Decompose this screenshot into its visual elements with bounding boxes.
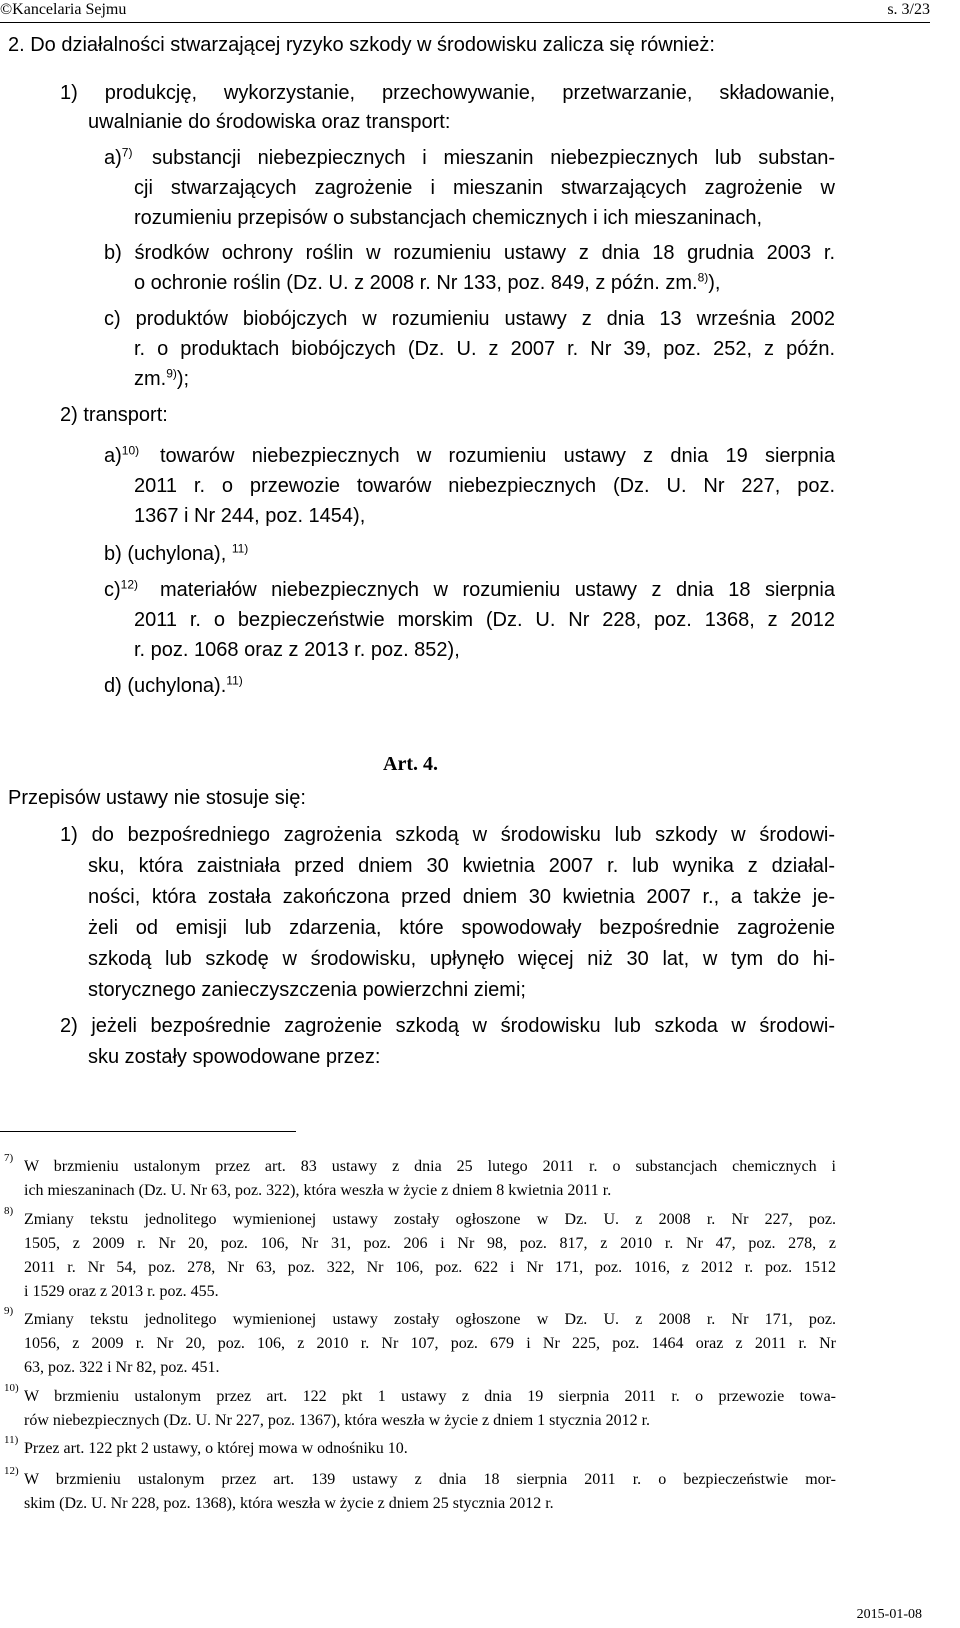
footnote-9-line-2: 1056, z 2009 r. Nr 20, poz. 106, z 2010 r. Nr 107, poz. 679 i Nr 225, poz. 1464 oraz z 2011 r. Nr xyxy=(24,1335,836,1352)
footnote-9-line-1: Zmiany tekstu jednolitego wymienionej ustawy zostały ogłoszone w Dz. U. z 2008 r. Nr 171, poz. xyxy=(24,1311,836,1328)
footer-date: 2015-01-08 xyxy=(856,1607,922,1622)
footnote-12-line-2: skim (Dz. U. Nr 228, poz. 1368), która weszła w życie z dniem 25 stycznia 2012 r. xyxy=(24,1495,554,1512)
item-1-line-1: 1) produkcję, wykorzystanie, przechowywanie, przetwarzanie, składowanie, xyxy=(60,82,835,104)
article-4-title: Art. 4. xyxy=(383,753,438,775)
footnote-9-mark: 9) xyxy=(4,1305,14,1317)
footnote-ref-7[interactable]: 7) xyxy=(121,145,133,160)
footnote-7-line-1: W brzmieniu ustalonym przez art. 83 ustawy z dnia 25 lutego 2011 r. o substancjach chemicznych i xyxy=(24,1158,836,1175)
item-1c-line-2: r. o produktach biobójczych (Dz. U. z 2007 r. Nr 39, poz. 252, z późn. xyxy=(134,338,835,360)
art4-item-1-line-4: żeli od emisji lub zdarzenia, które spowodowały bezpośrednie zagrożenie xyxy=(88,917,835,939)
item-1a-line-2: cji stwarzających zagrożenie i mieszanin stwarzających zagrożenie w xyxy=(134,177,835,199)
item-2c-line-1: materiałów niebezpiecznych w rozumieniu ustawy z dnia 18 sierpnia xyxy=(160,579,835,601)
art4-item-1-line-1: 1) do bezpośredniego zagrożenia szkodą w środowisku lub szkody w środowi- xyxy=(60,824,835,846)
item-2a-label: a)$^{10)}$ xyxy=(104,443,140,467)
footnote-10-line-1: W brzmieniu ustalonym przez art. 122 pkt 1 ustawy z dnia 19 sierpnia 2011 r. o przewozie towa- xyxy=(24,1388,836,1405)
footnote-8-line-4: i 1529 oraz z 2013 r. poz. 455. xyxy=(24,1283,219,1300)
item-2c-line-2: 2011 r. o bezpieczeństwie morskim (Dz. U. Nr 228, poz. 1368, z 2012 xyxy=(134,609,835,631)
header-page-number: s. 3/23 xyxy=(887,1,930,18)
footnote-7-mark: 7) xyxy=(4,1152,14,1164)
item-2-label: 2) transport: xyxy=(60,404,168,426)
footnote-ref-12[interactable]: 12) xyxy=(120,577,139,592)
item-2c-line-3: r. poz. 1068 oraz z 2013 r. poz. 852), xyxy=(134,639,460,661)
item-1c-line-3: zm.$^{9)}$); xyxy=(134,366,190,390)
item-1a-line-3: rozumieniu przepisów o substancjach chemicznych i ich mieszaninach, xyxy=(134,207,763,229)
footnote-ref-8[interactable]: 8) xyxy=(697,270,709,285)
art4-item-1-line-2: sku, która zaistniała przed dniem 30 kwietnia 2007 r. lub wynika z działal- xyxy=(88,855,835,877)
art4-item-1-line-6: storycznego zanieczyszczenia powierzchni ziemi; xyxy=(88,979,526,1001)
footnote-7-line-2: ich mieszaninach (Dz. U. Nr 63, poz. 322), która weszła w życie z dniem 8 kwietnia 2011 r. xyxy=(24,1182,612,1199)
footnote-12-line-1: W brzmieniu ustalonym przez art. 139 ustawy z dnia 18 sierpnia 2011 r. o bezpieczeństwie mor- xyxy=(24,1471,836,1488)
item-1b-line-1: b) środków ochrony roślin w rozumieniu ustawy z dnia 18 grudnia 2003 r. xyxy=(104,242,835,264)
item-1a-label: a)$^{7)}$ xyxy=(104,145,133,169)
footnote-12-mark: 12) xyxy=(4,1465,19,1477)
art4-item-1-line-5: szkodą lub szkodę w środowisku, upłynęło więcej niż 30 lat, w tym do hi- xyxy=(88,948,835,970)
footnote-10-line-2: rów niebezpiecznych (Dz. U. Nr 227, poz. 1367), która weszła w życie z dniem 1 stycznia 2012 r. xyxy=(24,1412,651,1429)
header-source: ©Kancelaria Sejmu xyxy=(0,1,127,18)
item-2a-line-1: towarów niebezpiecznych w rozumieniu ustawy z dnia 19 sierpnia xyxy=(160,445,835,467)
art4-item-2-line-1: 2) jeżeli bezpośrednie zagrożenie szkodą w środowisku lub szkoda w środowi- xyxy=(60,1015,835,1037)
item-2d: d) (uchylona).$^{11)}$ xyxy=(104,673,243,697)
footnote-8-line-1: Zmiany tekstu jednolitego wymienionej ustawy zostały ogłoszone w Dz. U. z 2008 r. Nr 227, poz. xyxy=(24,1211,836,1228)
item-2a-line-3: 1367 i Nr 244, poz. 1454), xyxy=(134,505,366,527)
footnote-ref-11b[interactable]: 11) xyxy=(226,673,243,688)
footnote-8-line-2: 1505, z 2009 r. Nr 20, poz. 106, Nr 31, poz. 206 i Nr 98, poz. 817, z 2010 r. Nr 47, poz. 278, z xyxy=(24,1235,836,1252)
footnote-ref-10[interactable]: 10) xyxy=(121,443,140,458)
header-rule xyxy=(0,22,930,23)
item-1b-line-2: o ochronie roślin (Dz. U. z 2008 r. Nr 133, poz. 849, z późn. zm.$^{8)}$), xyxy=(134,270,721,294)
item-1a-line-1: substancji niebezpiecznych i mieszanin niebezpiecznych lub substan- xyxy=(152,147,835,169)
art4-item-2-line-2: sku zostały spowodowane przez: xyxy=(88,1046,381,1068)
paragraph-2-intro: 2. Do działalności stwarzającej ryzyko szkody w środowisku zalicza się również: xyxy=(8,34,715,56)
item-2a-line-2: 2011 r. o przewozie towarów niebezpiecznych (Dz. U. Nr 227, poz. xyxy=(134,475,835,497)
item-1-line-2: uwalnianie do środowiska oraz transport: xyxy=(88,111,451,133)
footnote-11-mark: 11) xyxy=(4,1434,19,1446)
footnote-8-line-3: 2011 r. Nr 54, poz. 278, Nr 63, poz. 322, Nr 106, poz. 622 i Nr 171, poz. 1016, z 2012 r. poz. 1512 xyxy=(24,1259,836,1276)
item-2c-label: c)$^{12)}$ xyxy=(104,577,139,601)
footnote-11-line-1: Przez art. 122 pkt 2 ustawy, o której mowa w odnośniku 10. xyxy=(24,1440,408,1457)
footnote-ref-11[interactable]: 11) xyxy=(231,541,249,556)
art4-item-1-line-3: ności, która została zakończona przed dniem 30 kwietnia 2007 r., a także je- xyxy=(88,886,835,908)
article-4-intro: Przepisów ustawy nie stosuje się: xyxy=(8,787,306,809)
footnote-8-mark: 8) xyxy=(4,1205,14,1217)
item-2b: b) (uchylona), $^{11)}$ xyxy=(104,541,249,565)
footnote-9-line-3: 63, poz. 322 i Nr 82, poz. 451. xyxy=(24,1359,220,1376)
footnote-separator xyxy=(0,1131,296,1132)
item-1c-line-1: c) produktów biobójczych w rozumieniu ustawy z dnia 13 września 2002 xyxy=(104,308,835,330)
footnote-ref-9[interactable]: 9) xyxy=(166,366,177,381)
footnote-10-mark: 10) xyxy=(4,1382,19,1394)
